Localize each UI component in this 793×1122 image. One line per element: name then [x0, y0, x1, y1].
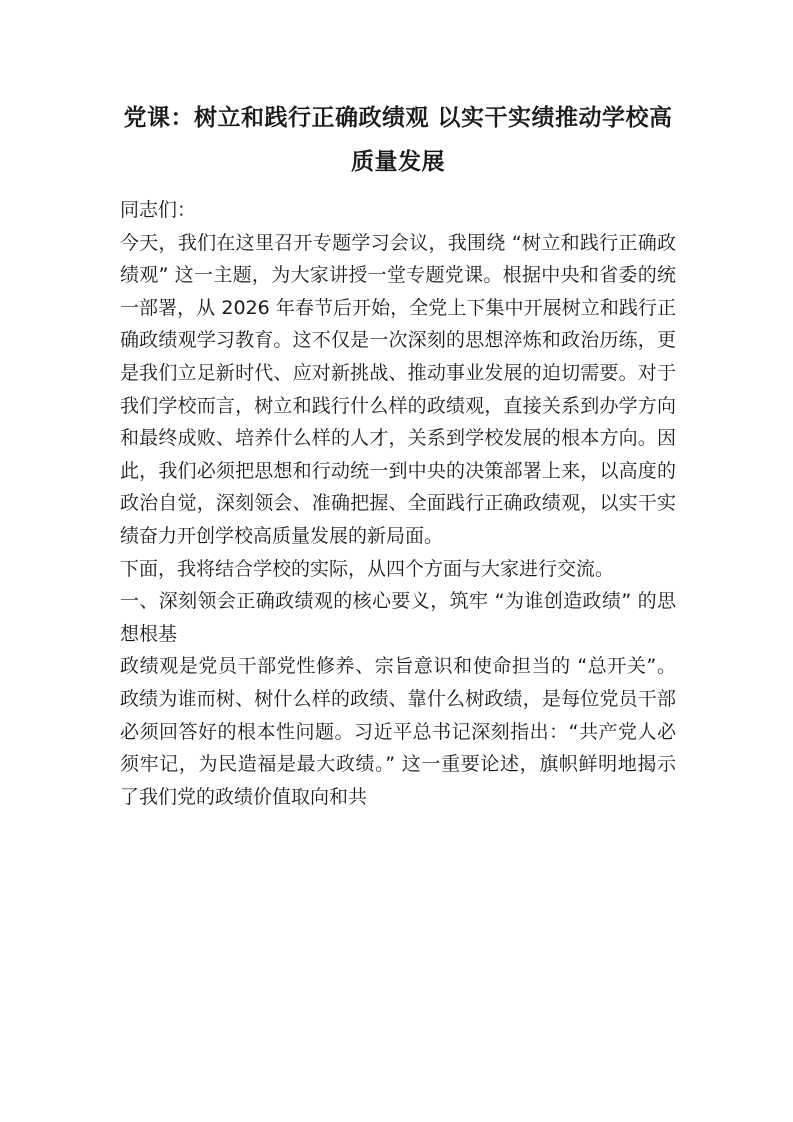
- body-paragraph-intro: 今天，我们在这里召开专题学习会议，我围绕 “树立和践行正确政绩观” 这一主题，为大家讲授一堂专题党课。根据中央和省委的统一部署，从 2026 年春节后开始，全党上下集中开展树立和践行正确政绩观学习教育。这不仅是一次深刻的思想淬炼和政治历练，更是我们立足新时代、应对新挑战、推动事业发展的迫切需要。对于我们学校而言，树立和践行什么样的政绩观，直接关系到办学方向和最终成败、培养什么样的人才，关系到学校发展的根本方向。因此，我们必须把思想和行动统一到中央的决策部署上来，以高度的政治自觉，深刻领会、准确把握、全面践行正确政绩观，以实干实绩奋力开创学校高质量发展的新局面。: [120, 231, 676, 547]
- document-title: 党课：树立和践行正确政绩观 以实干实绩推动学校高质量发展: [123, 105, 673, 175]
- section-1-paragraph: 政绩观是党员干部党性修养、宗旨意识和使命担当的 “总开关”。政绩为谁而树、树什么样的政绩、靠什么树政绩，是每位党员干部必须回答好的根本性问题。习近平总书记深刻指出：“共产党人必须牢记，为民造福是最大政绩。” 这一重要论述，旗帜鲜明地揭示了我们党的政绩价值取向和共: [120, 655, 676, 808]
- section-heading-1: 一、深刻领会正确政绩观的核心要义，筑牢 “为谁创造政绩” 的思想根基: [120, 590, 676, 645]
- document-page: [120, 96, 676, 813]
- salutation: 同志们：: [120, 199, 197, 221]
- body-paragraph-outline: 下面，我将结合学校的实际，从四个方面与大家进行交流。: [120, 557, 615, 580]
